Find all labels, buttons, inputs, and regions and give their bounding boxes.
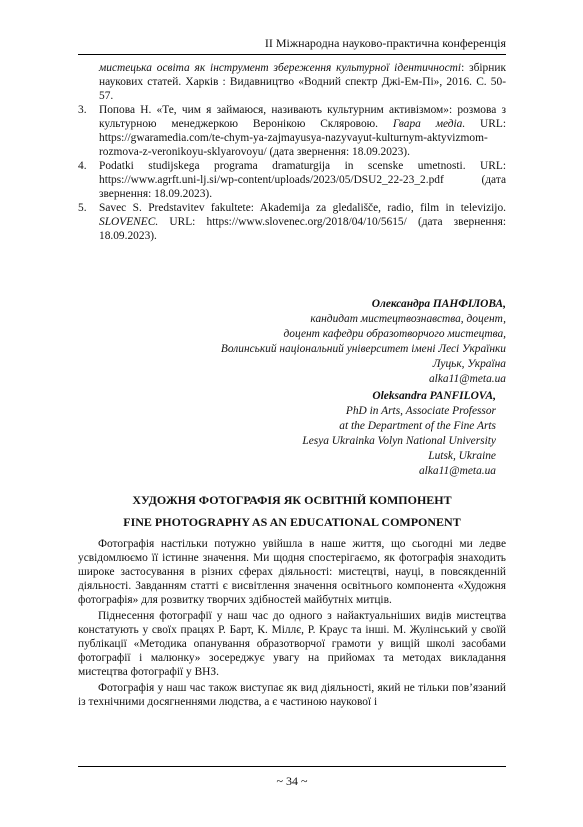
reference-item (78, 201, 506, 243)
author-university: Волинський національний університет імені Лесі Українки (220, 343, 506, 355)
author-email: alka11@meta.ua (418, 465, 496, 477)
author-block-english (78, 389, 506, 479)
author-name: Олександра ПАНФІЛОВА, (371, 298, 506, 310)
reference-continuation-italic: мистецька освіта як інструмент збереження культурної ідентичності (99, 62, 462, 74)
body-paragraph: Фотографія у наш час також виступає як вид діяльності, який не тільки пов’язаний із технічними досягненнями людства, а є частиною наукової і (78, 682, 506, 708)
reference-item (78, 103, 506, 159)
body-paragraph: Фотографія настільки потужно увійшла в наше життя, що сьогодні ми ледве усвідомлюємо її істинне значення. Ми щодня спостерігаємо, як фотографія знаходить широке застосування в різних сферах діяльності: мистецтві, науці, в повсякденній діяльності. Завданням статті є висвітлення значення освітнього компонента «Художня фотографія» для розвитку творчих здібностей майбутніх митців. (78, 538, 506, 606)
article-body (78, 537, 506, 709)
reference-list (78, 103, 506, 243)
reference-text-part: Savec S. Predstavitev fakultete: Akademija za gledališče, radio, film in televizijo. (99, 202, 506, 214)
author-block-ukrainian (78, 297, 506, 387)
article-title-ukrainian: ХУДОЖНЯ ФОТОГРАФІЯ ЯК ОСВІТНІЙ КОМПОНЕНТ (132, 493, 452, 507)
reference-number: 4. (78, 160, 87, 172)
author-position: доцент кафедри образотворчого мистецтва, (283, 328, 506, 340)
author-university: Lesya Ukrainka Volyn National University (302, 435, 496, 447)
reference-text (99, 103, 506, 159)
footer-divider (78, 766, 506, 767)
reference-source-italic: SLOVENEC. (99, 216, 159, 228)
reference-continuation-text: : збірник наукових статей. Харків : Видавництво «Водний спектр Джі-Ем-Пі», 2016. С. 50-57. (99, 62, 506, 102)
author-city: Lutsk, Ukraine (428, 450, 496, 462)
reference-source-italic: Гвара медіа. (392, 118, 466, 130)
reference-text (99, 201, 506, 243)
author-degree: кандидат мистецтвознавства, доцент, (310, 313, 506, 325)
reference-number: 5. (78, 202, 87, 214)
reference-text-part: URL: https://www.slovenec.org/2018/04/10/5615/ (дата звернення: 18.09.2023). (99, 216, 506, 242)
reference-text-part: URL: https://gwaramedia.com/te-chym-ya-zajmayusya-nazyvayut-kulturnym-aktyvizmom-rozmova-z-veronikoyu-sklyarovoyu/ (дата звернення: 18.09.2023). (99, 118, 507, 158)
reference-continuation (99, 61, 506, 103)
page-number: ~ 34 ~ (276, 774, 308, 788)
author-email: alka11@meta.ua (428, 373, 506, 385)
reference-item (78, 159, 506, 201)
reference-text (99, 159, 506, 201)
author-degree: PhD in Arts, Associate Professor (345, 405, 496, 417)
author-position: at the Department of the Fine Arts (339, 420, 496, 432)
running-header: ІІ Міжнародна науково-практична конференція (78, 36, 506, 55)
reference-number: 3. (78, 104, 87, 116)
article-title-english: FINE PHOTOGRAPHY AS AN EDUCATIONAL COMPONENT (123, 515, 461, 529)
reference-text-part: Попова Н. «Те, чим я займаюся, називають культурним активізмом»: розмова з культурною менеджеркою Веронікою Скляровою. (99, 104, 506, 130)
reference-text-part: Podatki studijskega programa dramaturgija in scenske umetnosti. URL: https://www.agrft.uni-lj.si/wp-content/uploads/2023/05/DSU2_22-23_2.pdf (дата звернення: 18.09.2023). (99, 160, 506, 200)
author-city: Луцьк, Україна (432, 358, 506, 370)
document-page (78, 36, 506, 796)
body-paragraph: Піднесення фотографії у наш час до одного з найактуальніших видів мистецтва констатують у своїх працях Р. Барт, К. Міллє, Р. Краус та інші. М. Жулінський у своїй публікації «Методика опанування образотворчої грамоти у вищій школі засобами фотографії і малюнку» зосереджує увагу на прийомах та методах викладання мистецтва фотографії у ВНЗ. (78, 610, 506, 678)
author-name: Oleksandra PANFILOVA, (372, 390, 496, 402)
